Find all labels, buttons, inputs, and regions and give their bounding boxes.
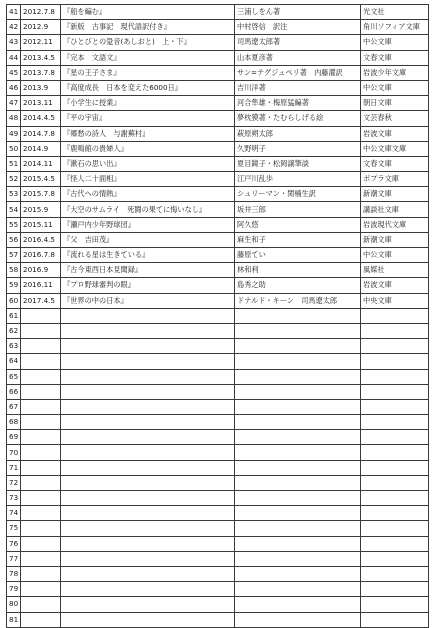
read-date: 2013.9 xyxy=(21,80,61,95)
book-author: 夢枕獏著・たむらしげる絵 xyxy=(235,111,361,126)
book-author: 中村啓信 訳注 xyxy=(235,20,361,35)
read-date xyxy=(21,506,61,521)
read-date xyxy=(21,566,61,581)
book-author xyxy=(235,369,361,384)
book-title: 『流れる星は生きている』 xyxy=(61,248,235,263)
read-date: 2013.11 xyxy=(21,96,61,111)
book-author: 久野明子 xyxy=(235,141,361,156)
row-number: 50 xyxy=(7,141,21,156)
row-number: 71 xyxy=(7,460,21,475)
book-author xyxy=(235,612,361,627)
read-date xyxy=(21,399,61,414)
reading-log-table xyxy=(6,4,429,628)
book-title: 『世界の中の日本』 xyxy=(61,293,235,308)
row-number: 42 xyxy=(7,20,21,35)
read-date xyxy=(21,430,61,445)
book-author xyxy=(235,551,361,566)
book-publisher: 中公文庫 xyxy=(361,248,429,263)
book-author: 司馬遼太郎著 xyxy=(235,35,361,50)
read-date xyxy=(21,475,61,490)
book-author: 坂井三郎 xyxy=(235,202,361,217)
book-title: 『プロ野球審判の眼』 xyxy=(61,278,235,293)
book-author xyxy=(235,491,361,506)
row-number: 46 xyxy=(7,80,21,95)
book-title xyxy=(61,582,235,597)
book-author xyxy=(235,597,361,612)
book-publisher: 中央文庫 xyxy=(361,293,429,308)
row-number: 57 xyxy=(7,248,21,263)
book-publisher: 中公文庫 xyxy=(361,80,429,95)
read-date xyxy=(21,521,61,536)
read-date xyxy=(21,339,61,354)
book-author: 阿久悠 xyxy=(235,217,361,232)
book-author: 島秀之助 xyxy=(235,278,361,293)
table-row xyxy=(7,521,429,536)
book-publisher: 中公文庫文庫 xyxy=(361,141,429,156)
table-row xyxy=(7,141,429,156)
book-title xyxy=(61,460,235,475)
read-date: 2013.4.5 xyxy=(21,50,61,65)
book-publisher xyxy=(361,551,429,566)
table-row xyxy=(7,582,429,597)
book-author xyxy=(235,415,361,430)
book-publisher: 光文社 xyxy=(361,5,429,20)
row-number: 63 xyxy=(7,339,21,354)
book-title: 『小学生に授業』 xyxy=(61,96,235,111)
row-number: 64 xyxy=(7,354,21,369)
row-number: 61 xyxy=(7,308,21,323)
read-date: 2014.11 xyxy=(21,156,61,171)
row-number: 74 xyxy=(7,506,21,521)
book-author: 夏目鏡子・松岡譲筆談 xyxy=(235,156,361,171)
book-author: 河合隼雄・梅原猛編著 xyxy=(235,96,361,111)
book-publisher xyxy=(361,430,429,445)
row-number: 43 xyxy=(7,35,21,50)
book-author xyxy=(235,339,361,354)
book-title xyxy=(61,399,235,414)
book-author xyxy=(235,475,361,490)
book-author: 三浦しをん著 xyxy=(235,5,361,20)
book-title xyxy=(61,491,235,506)
book-publisher xyxy=(361,566,429,581)
book-title xyxy=(61,369,235,384)
table-row xyxy=(7,445,429,460)
row-number: 80 xyxy=(7,597,21,612)
table-row xyxy=(7,5,429,20)
book-author: 麻生和子 xyxy=(235,232,361,247)
row-number: 45 xyxy=(7,65,21,80)
book-title xyxy=(61,475,235,490)
read-date xyxy=(21,384,61,399)
book-title: 『怪人二十面相』 xyxy=(61,172,235,187)
book-publisher: 文春文庫 xyxy=(361,156,429,171)
read-date: 2014.4.5 xyxy=(21,111,61,126)
book-title: 『星の王子さま』 xyxy=(61,65,235,80)
book-title: 『完本 文語文』 xyxy=(61,50,235,65)
book-title: 『鹿鳴館の貴婦人』 xyxy=(61,141,235,156)
table-row xyxy=(7,263,429,278)
book-author: 山本夏彦著 xyxy=(235,50,361,65)
book-publisher: ポプラ文庫 xyxy=(361,172,429,187)
book-title: 『新版 古事記 現代語訳付き』 xyxy=(61,20,235,35)
table-row xyxy=(7,430,429,445)
book-title xyxy=(61,445,235,460)
book-author: サン=テグジュペリ著 内藤濯訳 xyxy=(235,65,361,80)
book-title xyxy=(61,415,235,430)
book-publisher xyxy=(361,399,429,414)
row-number: 54 xyxy=(7,202,21,217)
row-number: 78 xyxy=(7,566,21,581)
row-number: 53 xyxy=(7,187,21,202)
row-number: 68 xyxy=(7,415,21,430)
table-row xyxy=(7,35,429,50)
row-number: 65 xyxy=(7,369,21,384)
book-author xyxy=(235,460,361,475)
book-author: ドナルド・キーン 司馬遼太郎 xyxy=(235,293,361,308)
table-row xyxy=(7,460,429,475)
book-title: 『大空のサムライ 死闘の果てに悔いなし』 xyxy=(61,202,235,217)
book-title xyxy=(61,506,235,521)
read-date: 2014.7.8 xyxy=(21,126,61,141)
book-author xyxy=(235,384,361,399)
book-author: 林和利 xyxy=(235,263,361,278)
book-title: 『父 吉田茂』 xyxy=(61,232,235,247)
book-author xyxy=(235,521,361,536)
table-row xyxy=(7,126,429,141)
book-title: 『船を編む』 xyxy=(61,5,235,20)
read-date: 2016.7.8 xyxy=(21,248,61,263)
table-row xyxy=(7,506,429,521)
read-date xyxy=(21,582,61,597)
book-author xyxy=(235,506,361,521)
row-number: 79 xyxy=(7,582,21,597)
book-title xyxy=(61,536,235,551)
table-row xyxy=(7,323,429,338)
table-row xyxy=(7,202,429,217)
book-title: 『ひとびとの跫音(あしおと) 上・下』 xyxy=(61,35,235,50)
table-row xyxy=(7,20,429,35)
row-number: 75 xyxy=(7,521,21,536)
book-publisher xyxy=(361,369,429,384)
book-author xyxy=(235,323,361,338)
table-row xyxy=(7,293,429,308)
row-number: 47 xyxy=(7,96,21,111)
table-row xyxy=(7,475,429,490)
row-number: 66 xyxy=(7,384,21,399)
table-row xyxy=(7,248,429,263)
book-title: 『古代への情熱』 xyxy=(61,187,235,202)
read-date xyxy=(21,354,61,369)
row-number: 73 xyxy=(7,491,21,506)
book-title xyxy=(61,384,235,399)
book-publisher: 風媒社 xyxy=(361,263,429,278)
row-number: 51 xyxy=(7,156,21,171)
read-date xyxy=(21,597,61,612)
book-publisher: 岩波文庫 xyxy=(361,126,429,141)
table-row xyxy=(7,111,429,126)
table-row xyxy=(7,369,429,384)
row-number: 56 xyxy=(7,232,21,247)
book-author xyxy=(235,445,361,460)
row-number: 81 xyxy=(7,612,21,627)
book-title xyxy=(61,597,235,612)
read-date: 2012.9 xyxy=(21,20,61,35)
read-date: 2013.7.8 xyxy=(21,65,61,80)
read-date: 2015.9 xyxy=(21,202,61,217)
table-row xyxy=(7,612,429,627)
row-number: 48 xyxy=(7,111,21,126)
read-date: 2017.4.5 xyxy=(21,293,61,308)
book-publisher xyxy=(361,536,429,551)
book-title xyxy=(61,354,235,369)
book-title xyxy=(61,339,235,354)
row-number: 67 xyxy=(7,399,21,414)
book-author xyxy=(235,536,361,551)
table-row xyxy=(7,597,429,612)
book-title: 『郷愁の詩人 与謝蕪村』 xyxy=(61,126,235,141)
book-author: 萩原朔太郎 xyxy=(235,126,361,141)
read-date xyxy=(21,369,61,384)
book-title xyxy=(61,612,235,627)
read-date: 2016.11 xyxy=(21,278,61,293)
read-date xyxy=(21,323,61,338)
table-row xyxy=(7,217,429,232)
table-row xyxy=(7,278,429,293)
book-publisher: 講談社文庫 xyxy=(361,202,429,217)
read-date: 2015.4.5 xyxy=(21,172,61,187)
row-number: 72 xyxy=(7,475,21,490)
book-title xyxy=(61,308,235,323)
read-date: 2015.11 xyxy=(21,217,61,232)
book-publisher: 新潮文庫 xyxy=(361,187,429,202)
read-date: 2016.4.5 xyxy=(21,232,61,247)
book-publisher: 文春文庫 xyxy=(361,50,429,65)
read-date xyxy=(21,460,61,475)
table-row xyxy=(7,384,429,399)
table-row xyxy=(7,491,429,506)
book-author: 吉川洋著 xyxy=(235,80,361,95)
book-author xyxy=(235,354,361,369)
read-date: 2015.7.8 xyxy=(21,187,61,202)
row-number: 41 xyxy=(7,5,21,20)
book-title xyxy=(61,566,235,581)
book-publisher xyxy=(361,582,429,597)
book-title: 『古今東西日本見聞録』 xyxy=(61,263,235,278)
book-author xyxy=(235,430,361,445)
row-number: 76 xyxy=(7,536,21,551)
book-publisher xyxy=(361,521,429,536)
read-date xyxy=(21,308,61,323)
book-publisher: 岩波現代文庫 xyxy=(361,217,429,232)
book-title xyxy=(61,521,235,536)
table-row xyxy=(7,354,429,369)
book-author xyxy=(235,582,361,597)
book-publisher: 角川ソフィア文庫 xyxy=(361,20,429,35)
read-date: 2012.11 xyxy=(21,35,61,50)
table-row xyxy=(7,308,429,323)
book-author xyxy=(235,566,361,581)
table-row xyxy=(7,415,429,430)
book-author xyxy=(235,399,361,414)
book-title: 『瀬戸内少年野球団』 xyxy=(61,217,235,232)
book-title: 『漱石の思い出』 xyxy=(61,156,235,171)
read-date: 2016.9 xyxy=(21,263,61,278)
table-row xyxy=(7,536,429,551)
book-publisher: 岩波少年文庫 xyxy=(361,65,429,80)
row-number: 58 xyxy=(7,263,21,278)
book-publisher: 新潮文庫 xyxy=(361,232,429,247)
read-date: 2012.7.8 xyxy=(21,5,61,20)
table-row xyxy=(7,339,429,354)
book-title: 『平の宇宙』 xyxy=(61,111,235,126)
book-author: シュリーマン・関楠生訳 xyxy=(235,187,361,202)
read-date xyxy=(21,612,61,627)
book-publisher xyxy=(361,475,429,490)
table-row xyxy=(7,172,429,187)
book-author: 藤原てい xyxy=(235,248,361,263)
book-publisher: 文芸春秋 xyxy=(361,111,429,126)
table-row xyxy=(7,187,429,202)
row-number: 60 xyxy=(7,293,21,308)
book-publisher xyxy=(361,612,429,627)
read-date xyxy=(21,536,61,551)
row-number: 44 xyxy=(7,50,21,65)
book-author: 江戸川乱歩 xyxy=(235,172,361,187)
book-author xyxy=(235,308,361,323)
book-publisher: 中公文庫 xyxy=(361,35,429,50)
read-date xyxy=(21,551,61,566)
read-date xyxy=(21,491,61,506)
read-date xyxy=(21,415,61,430)
book-publisher xyxy=(361,323,429,338)
row-number: 52 xyxy=(7,172,21,187)
book-publisher xyxy=(361,339,429,354)
book-title: 『高度成長 日本を変えた6000日』 xyxy=(61,80,235,95)
reading-log-sheet xyxy=(6,4,428,628)
book-publisher xyxy=(361,445,429,460)
reading-log-body xyxy=(7,5,429,628)
table-row xyxy=(7,96,429,111)
book-publisher xyxy=(361,460,429,475)
book-publisher xyxy=(361,415,429,430)
book-title xyxy=(61,323,235,338)
book-publisher xyxy=(361,506,429,521)
row-number: 69 xyxy=(7,430,21,445)
book-title xyxy=(61,430,235,445)
book-publisher xyxy=(361,491,429,506)
table-row xyxy=(7,65,429,80)
row-number: 49 xyxy=(7,126,21,141)
table-row xyxy=(7,551,429,566)
row-number: 55 xyxy=(7,217,21,232)
table-row xyxy=(7,156,429,171)
book-publisher xyxy=(361,384,429,399)
read-date: 2014.9 xyxy=(21,141,61,156)
row-number: 70 xyxy=(7,445,21,460)
book-publisher xyxy=(361,308,429,323)
book-title xyxy=(61,551,235,566)
table-row xyxy=(7,50,429,65)
table-row xyxy=(7,399,429,414)
book-publisher xyxy=(361,354,429,369)
table-row xyxy=(7,80,429,95)
table-row xyxy=(7,232,429,247)
row-number: 59 xyxy=(7,278,21,293)
row-number: 77 xyxy=(7,551,21,566)
table-row xyxy=(7,566,429,581)
book-publisher: 朝日文庫 xyxy=(361,96,429,111)
row-number: 62 xyxy=(7,323,21,338)
book-publisher: 岩波文庫 xyxy=(361,278,429,293)
read-date xyxy=(21,445,61,460)
book-publisher xyxy=(361,597,429,612)
